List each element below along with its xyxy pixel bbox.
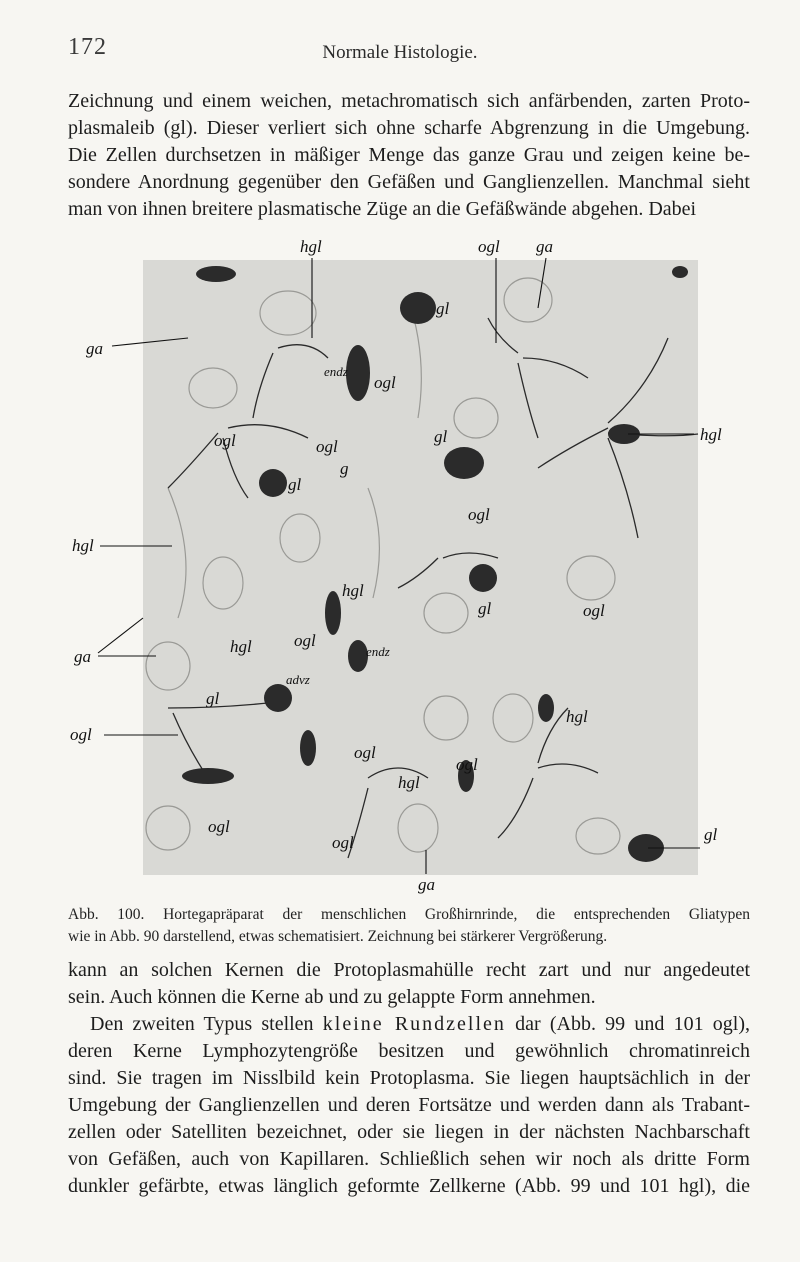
label-ogl: ogl (374, 373, 396, 392)
text-line (68, 1011, 750, 1038)
label-hgl: hgl (398, 773, 420, 792)
label-endz: endz (324, 364, 348, 379)
label-top-hgl: hgl (300, 238, 322, 256)
label-gl: gl (478, 599, 492, 618)
label-ogl: ogl (468, 505, 490, 524)
text-line: sondere Anordnung gegenüber den Gefäßen und Ganglienzellen. Manchmal sieht (68, 171, 750, 193)
label-hgl: hgl (566, 707, 588, 726)
running-head: Normale Histologie. (322, 42, 478, 63)
text-run: dar (Abb. 99 und 101 ogl), (505, 1013, 750, 1035)
text-line: Umgebung der Ganglienzellen und deren Fortsätze und werden dann als Trabant- (68, 1094, 750, 1116)
label-g: g (340, 459, 349, 478)
label-hgl: hgl (342, 581, 364, 600)
text-line: zellen oder Satelliten bezeichnet, oder sie liegen in der nächsten Nachbarschaft (68, 1121, 750, 1143)
emphasized-term: kleine Rundzellen (322, 1013, 506, 1035)
label-ogl: ogl (332, 833, 354, 852)
label-bottom-ga: ga (418, 875, 435, 894)
histology-figure (68, 238, 748, 898)
text-line: man von ihnen breitere plasmatische Züge an die Gefäßwände abgehen. Dabei (68, 198, 697, 220)
label-left-hgl: hgl (72, 536, 94, 555)
paragraph-bottom (68, 957, 750, 1200)
label-gl: gl (206, 689, 220, 708)
text-line: von Gefäßen, auch von Kapillaren. Schließlich sehen wir noch als dritte Form (68, 1148, 750, 1170)
caption-line: wie in Abb. 90 darstellend, etwas schematisiert. Zeichnung bei stärkerer Vergrößerung. (68, 928, 608, 945)
caption-line: Abb. 100. Hortegapräparat der menschlichen Großhirnrinde, die entsprechenden Gliatypen (68, 906, 750, 923)
label-ogl: ogl (354, 743, 376, 762)
label-endz: endz (366, 644, 390, 659)
page-number: 172 (68, 34, 107, 60)
label-ogl: ogl (316, 437, 338, 456)
label-ogl: ogl (294, 631, 316, 650)
text-line: Die Zellen durchsetzen in mäßiger Menge das ganze Grau und zeigen keine be- (68, 144, 750, 166)
label-left-ga2: ga (74, 647, 91, 666)
label-right-hgl: hgl (700, 425, 722, 444)
label-ogl: ogl (456, 755, 478, 774)
text-line: sein. Auch können die Kerne ab und zu gelappte Form annehmen. (68, 986, 596, 1008)
text-line: dunkler gefärbte, etwas länglich geformte Zellkerne (Abb. 99 und 101 hgl), die (68, 1175, 750, 1197)
figure-caption (68, 904, 750, 948)
label-gl: gl (434, 427, 448, 446)
label-gl: gl (288, 475, 302, 494)
label-gl: gl (436, 299, 450, 318)
figure-drawing (68, 238, 748, 898)
text-line: Zeichnung und einem weichen, metachromatisch sich anfärbenden, zarten Proto- (68, 90, 750, 112)
label-hgl: hgl (230, 637, 252, 656)
label-advz: advz (286, 672, 310, 687)
text-line: kann an solchen Kernen die Protoplasmahülle recht zart und nur angedeutet (68, 959, 750, 981)
label-right-gl: gl (704, 825, 718, 844)
text-run: Den zweiten Typus stellen (90, 1013, 323, 1035)
label-ogl: ogl (208, 817, 230, 836)
label-left-ga: ga (86, 339, 103, 358)
label-left-ogl: ogl (70, 725, 92, 744)
text-line: plasmaleib (gl). Dieser verliert sich ohne scharfe Abgrenzung in die Umgebung. (68, 117, 750, 139)
label-top-ogl: ogl (478, 238, 500, 256)
text-line: deren Kerne Lymphozytengröße besitzen und gewöhnlich chromatinreich (68, 1040, 750, 1062)
label-top-ga: ga (536, 238, 553, 256)
text-line: sind. Sie tragen im Nisslbild kein Protoplasma. Sie liegen hauptsächlich in der (68, 1067, 750, 1089)
paragraph-top (68, 88, 750, 223)
label-ogl: ogl (214, 431, 236, 450)
label-ogl: ogl (583, 601, 605, 620)
